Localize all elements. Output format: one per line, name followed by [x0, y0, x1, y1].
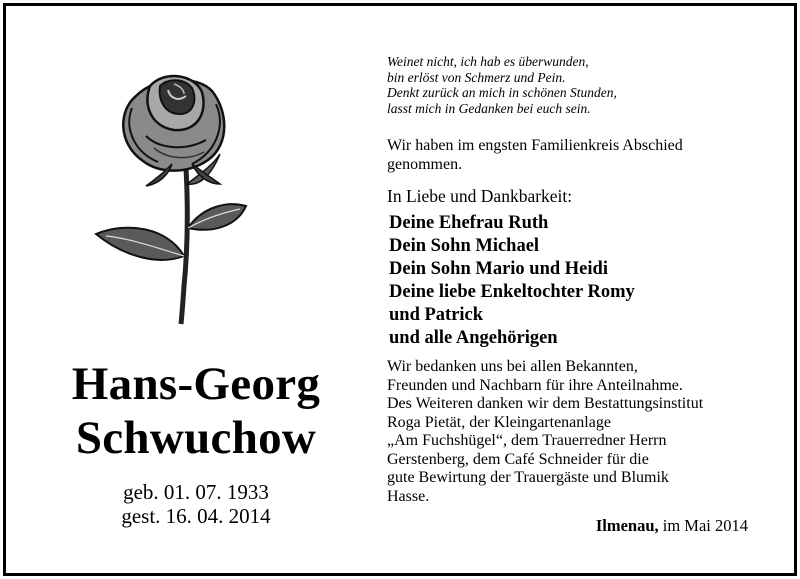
- family-member: Dein Sohn Mario und Heidi: [389, 259, 608, 279]
- deceased-last-name: Schwuchow: [75, 412, 317, 464]
- family-member: Dein Sohn Michael: [389, 236, 540, 256]
- farewell-line: genommen.: [387, 155, 463, 173]
- acknowledgement-line: Roga Pietät, der Kleingartenanlage: [387, 413, 611, 431]
- birth-date: geb. 01. 07. 1933: [123, 480, 269, 504]
- farewell-text: [387, 137, 683, 174]
- rose-illustration-icon: [88, 56, 258, 326]
- acknowledgement-line: Hasse.: [387, 487, 430, 505]
- acknowledgement-line: Gerstenberg, dem Café Schneider für die: [387, 450, 649, 468]
- poem: [387, 54, 617, 116]
- poem-line: Denkt zurück an mich in schönen Stunden,: [387, 85, 617, 100]
- poem-line: lasst mich in Gedanken bei euch sein.: [387, 100, 591, 116]
- farewell-line: Wir haben im engsten Familienkreis Abschied: [387, 137, 683, 154]
- family-member: Deine liebe Enkeltochter Romy: [389, 282, 635, 302]
- acknowledgement-line: Freunden und Nachbarn für ihre Anteilnahme.: [387, 376, 683, 394]
- obituary-frame: [3, 3, 797, 576]
- family-member: Deine Ehefrau Ruth: [389, 213, 549, 233]
- acknowledgement-line: Des Weiteren danken wir dem Bestattungsinstitut: [387, 395, 704, 412]
- family-member: und alle Angehörigen: [389, 328, 558, 348]
- acknowledgement-line: gute Bewirtung der Trauergäste und Blumik: [387, 469, 669, 486]
- acknowledgement-line: „Am Fuchshügel“, dem Trauerredner Herrn: [387, 432, 667, 449]
- family-list: [389, 212, 635, 350]
- acknowledgement-line: Wir bedanken uns bei allen Bekannten,: [387, 358, 638, 375]
- closing-place: Ilmenau,: [595, 516, 659, 535]
- poem-line: Weinet nicht, ich hab es überwunden,: [387, 54, 589, 69]
- poem-line: bin erlöst von Schmerz und Pein.: [387, 69, 566, 85]
- family-member: und Patrick: [389, 305, 484, 325]
- deceased-first-name: Hans-Georg: [71, 358, 321, 410]
- death-date: gest. 16. 04. 2014: [121, 504, 271, 528]
- acknowledgements: [387, 358, 703, 506]
- closing-line: [596, 516, 748, 536]
- closing-date: im Mai 2014: [658, 516, 748, 535]
- thanks-intro: In Liebe und Dankbarkeit:: [387, 186, 573, 206]
